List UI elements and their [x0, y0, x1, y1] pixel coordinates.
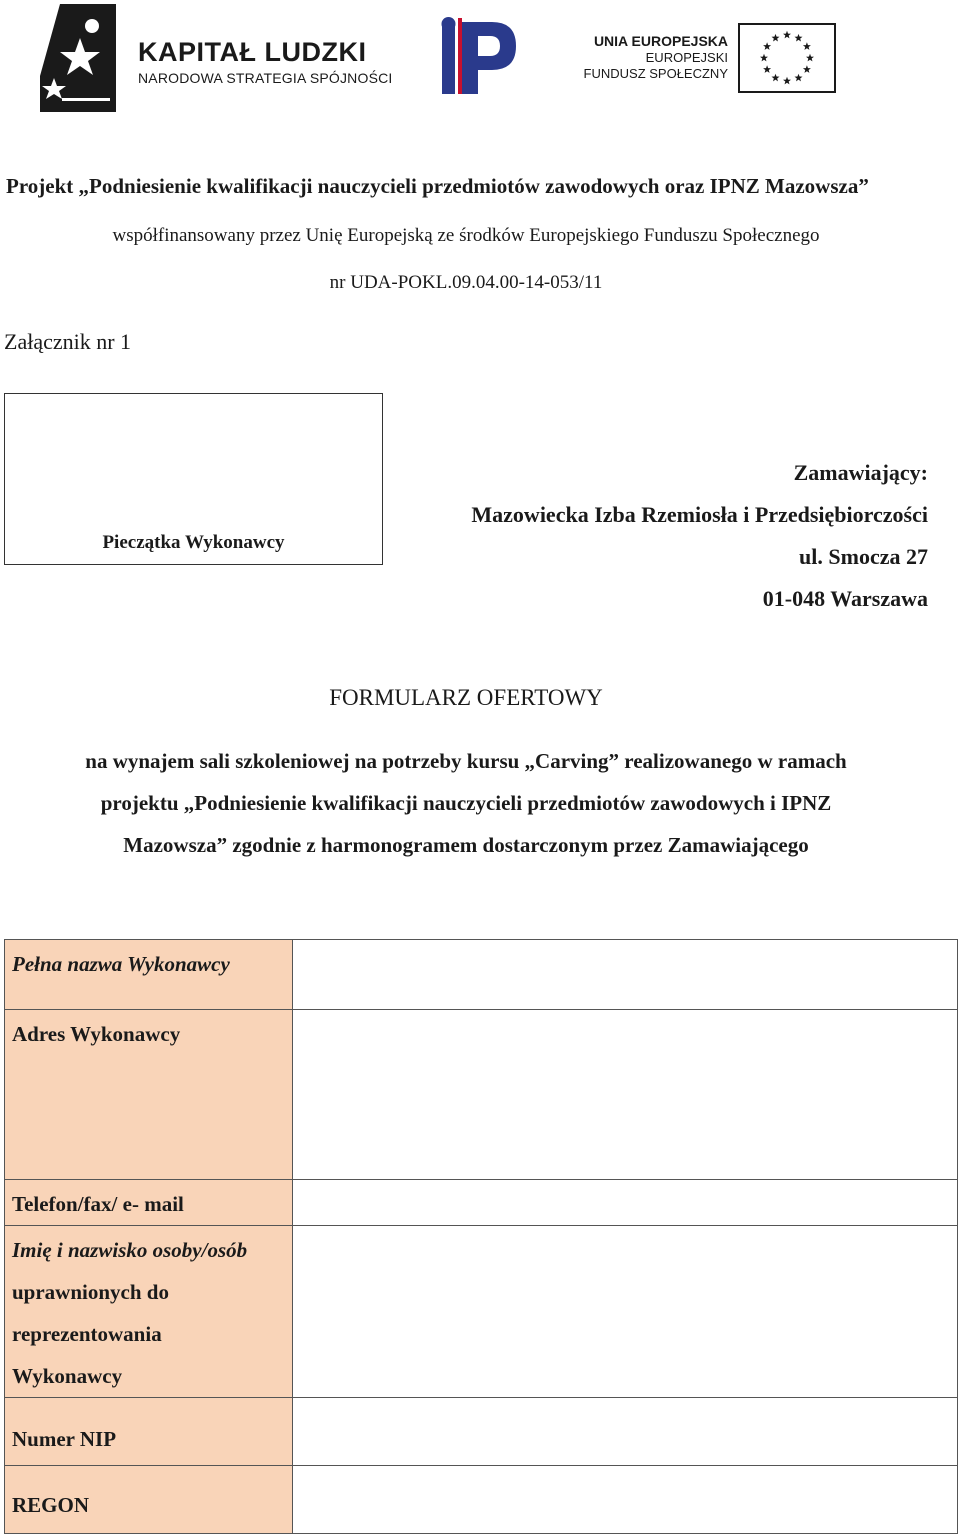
rp-emblem-icon	[440, 16, 520, 96]
project-number: nr UDA-POKL.09.04.00-14-053/11	[329, 272, 603, 293]
contractor-stamp-box[interactable]	[4, 393, 383, 565]
form-description-line: na wynajem sali szkoleniowej na potrzeby kursu „Carving” realizowanego w ramach	[85, 749, 847, 773]
eu-stars-flag-icon	[738, 23, 836, 93]
table-row	[5, 1226, 958, 1398]
phone-fax-email-field[interactable]	[293, 1180, 958, 1226]
representatives-label-line: Imię i nazwisko osoby/osób	[12, 1238, 248, 1262]
form-description-line: projektu „Podniesienie kwalifikacji nauczycieli przedmiotów zawodowych i IPNZ	[100, 791, 832, 815]
kapital-ludzki-star-icon	[40, 4, 116, 112]
regon-field[interactable]	[293, 1466, 958, 1534]
eu-line-union: UNIA EUROPEJSKA	[593, 33, 728, 49]
representatives-field[interactable]	[293, 1226, 958, 1398]
contracting-authority-city: 01-048 Warszawa	[762, 586, 928, 611]
table-row	[5, 1010, 958, 1180]
representatives-label-line: uprawnionych do	[12, 1280, 169, 1304]
nip-label: Numer NIP	[5, 1398, 293, 1466]
address-label: Adres Wykonawcy	[5, 1010, 293, 1180]
cofinancing-note: współfinansowany przez Unię Europejską ze środków Europejskiego Funduszu Społecznego	[112, 225, 820, 246]
contracting-authority-heading: Zamawiający:	[793, 460, 928, 485]
contracting-authority	[471, 452, 928, 620]
representatives-label-line: reprezentowania	[12, 1322, 162, 1346]
table-row	[5, 1180, 958, 1226]
kapital-ludzki-wordmark	[138, 38, 393, 86]
regon-label: REGON	[5, 1466, 293, 1534]
table-row	[5, 1398, 958, 1466]
nip-field[interactable]	[293, 1398, 958, 1466]
kapital-ludzki-title: KAPITAŁ LUDZKI	[138, 37, 367, 67]
form-description	[0, 740, 932, 866]
form-description-line: Mazowsza” zgodnie z harmonogramem dostarczonym przez Zamawiającego	[123, 833, 809, 857]
eu-fund-wordmark	[580, 33, 728, 82]
phone-fax-email-label: Telefon/fax/ e- mail	[5, 1180, 293, 1226]
contracting-authority-name: Mazowiecka Izba Rzemiosła i Przedsiębiorczości	[471, 502, 928, 527]
representatives-label-line: Wykonawcy	[12, 1364, 123, 1388]
eu-line-social-fund: FUNDUSZ SPOŁECZNY	[583, 66, 728, 81]
form-title: FORMULARZ OFERTOWY	[329, 685, 603, 710]
address-field[interactable]	[293, 1010, 958, 1180]
logo-bar	[0, 0, 960, 120]
contracting-authority-street: ul. Smocza 27	[799, 544, 928, 569]
full-name-label: Pełna nazwa Wykonawcy	[5, 940, 293, 1010]
table-row	[5, 1466, 958, 1534]
table-row	[5, 940, 958, 1010]
stamp-label: Pieczątka Wykonawcy	[102, 532, 285, 553]
eu-line-european: EUROPEJSKI	[645, 50, 728, 65]
project-title: Projekt „Podniesienie kwalifikacji nauczycieli przedmiotów zawodowych oraz IPNZ Mazowsza”	[6, 174, 869, 198]
representatives-label	[5, 1226, 293, 1398]
kapital-ludzki-subtitle: NARODOWA STRATEGIA SPÓJNOŚCI	[138, 70, 393, 86]
full-name-field[interactable]	[293, 940, 958, 1010]
offer-form-table	[4, 939, 958, 1534]
attachment-label: Załącznik nr 1	[4, 329, 132, 354]
